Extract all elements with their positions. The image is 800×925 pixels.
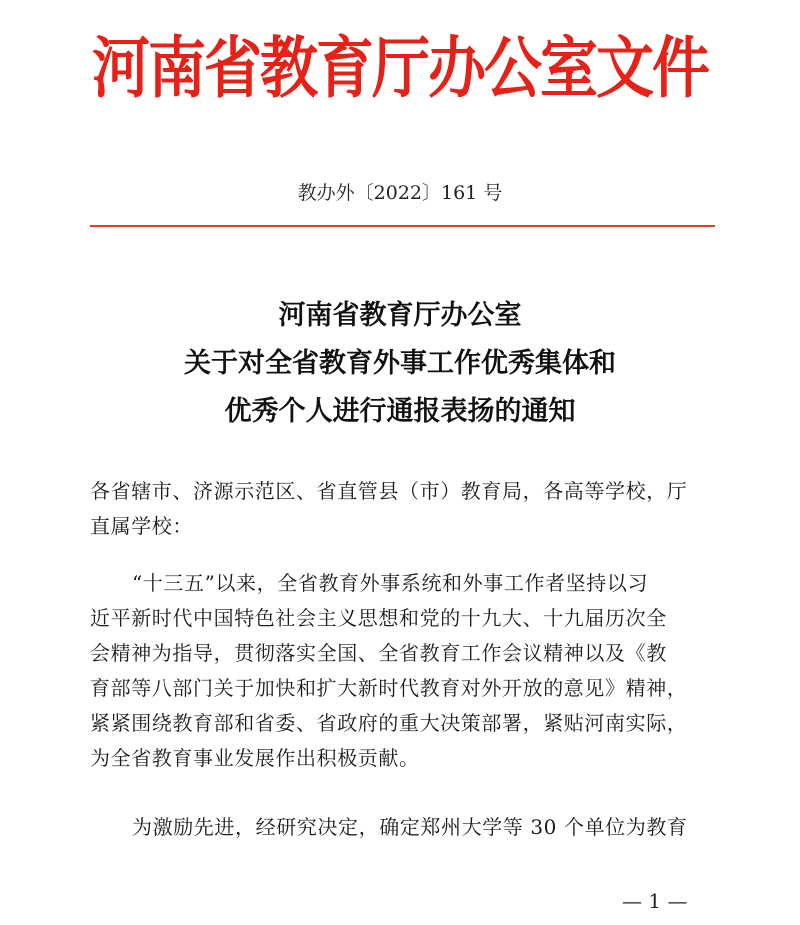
paragraph-1-line-6: 为全省教育事业发展作出积极贡献。 xyxy=(90,746,420,770)
notice-title xyxy=(0,292,800,436)
red-divider-line xyxy=(90,225,715,227)
title-line-2: 关于对全省教育外事工作优秀集体和 xyxy=(184,348,616,379)
paragraph-1-line-4: 育部等八部门关于加快和扩大新时代教育对外开放的意见》精神， xyxy=(90,676,688,700)
addressee-line-2: 直属学校： xyxy=(90,514,193,538)
paragraph-1-line-5: 紧紧围绕教育部和省委、省政府的重大决策部署，紧贴河南实际， xyxy=(90,711,688,735)
paragraph-1-line-1: “十三五”以来，全省教育外事系统和外事工作者坚持以习 xyxy=(132,571,649,595)
document-number: 教办外〔2022〕161 号 xyxy=(297,182,503,204)
masthead-title: 河南省教育厅办公室文件 xyxy=(91,28,708,108)
paragraph-1 xyxy=(90,566,722,776)
paragraph-2-line-1: 为激励先进，经研究决定，确定郑州大学等 30 个单位为教育 xyxy=(132,815,688,839)
page-number: — 1 — xyxy=(622,889,688,913)
title-line-1: 河南省教育厅办公室 xyxy=(278,300,522,331)
addressee-line-1: 各省辖市、济源示范区、省直管县（市）教育局，各高等学校，厅 xyxy=(90,479,688,503)
paragraph-1-line-3: 会精神为指导，贯彻落实全国、全省教育工作会议精神以及《教 xyxy=(90,641,667,665)
title-line-3: 优秀个人进行通报表扬的通知 xyxy=(224,396,576,427)
addressee xyxy=(90,474,722,544)
paragraph-1-line-2: 近平新时代中国特色社会主义思想和党的十九大、十九届历次全 xyxy=(90,606,667,630)
paragraph-2 xyxy=(90,810,722,845)
